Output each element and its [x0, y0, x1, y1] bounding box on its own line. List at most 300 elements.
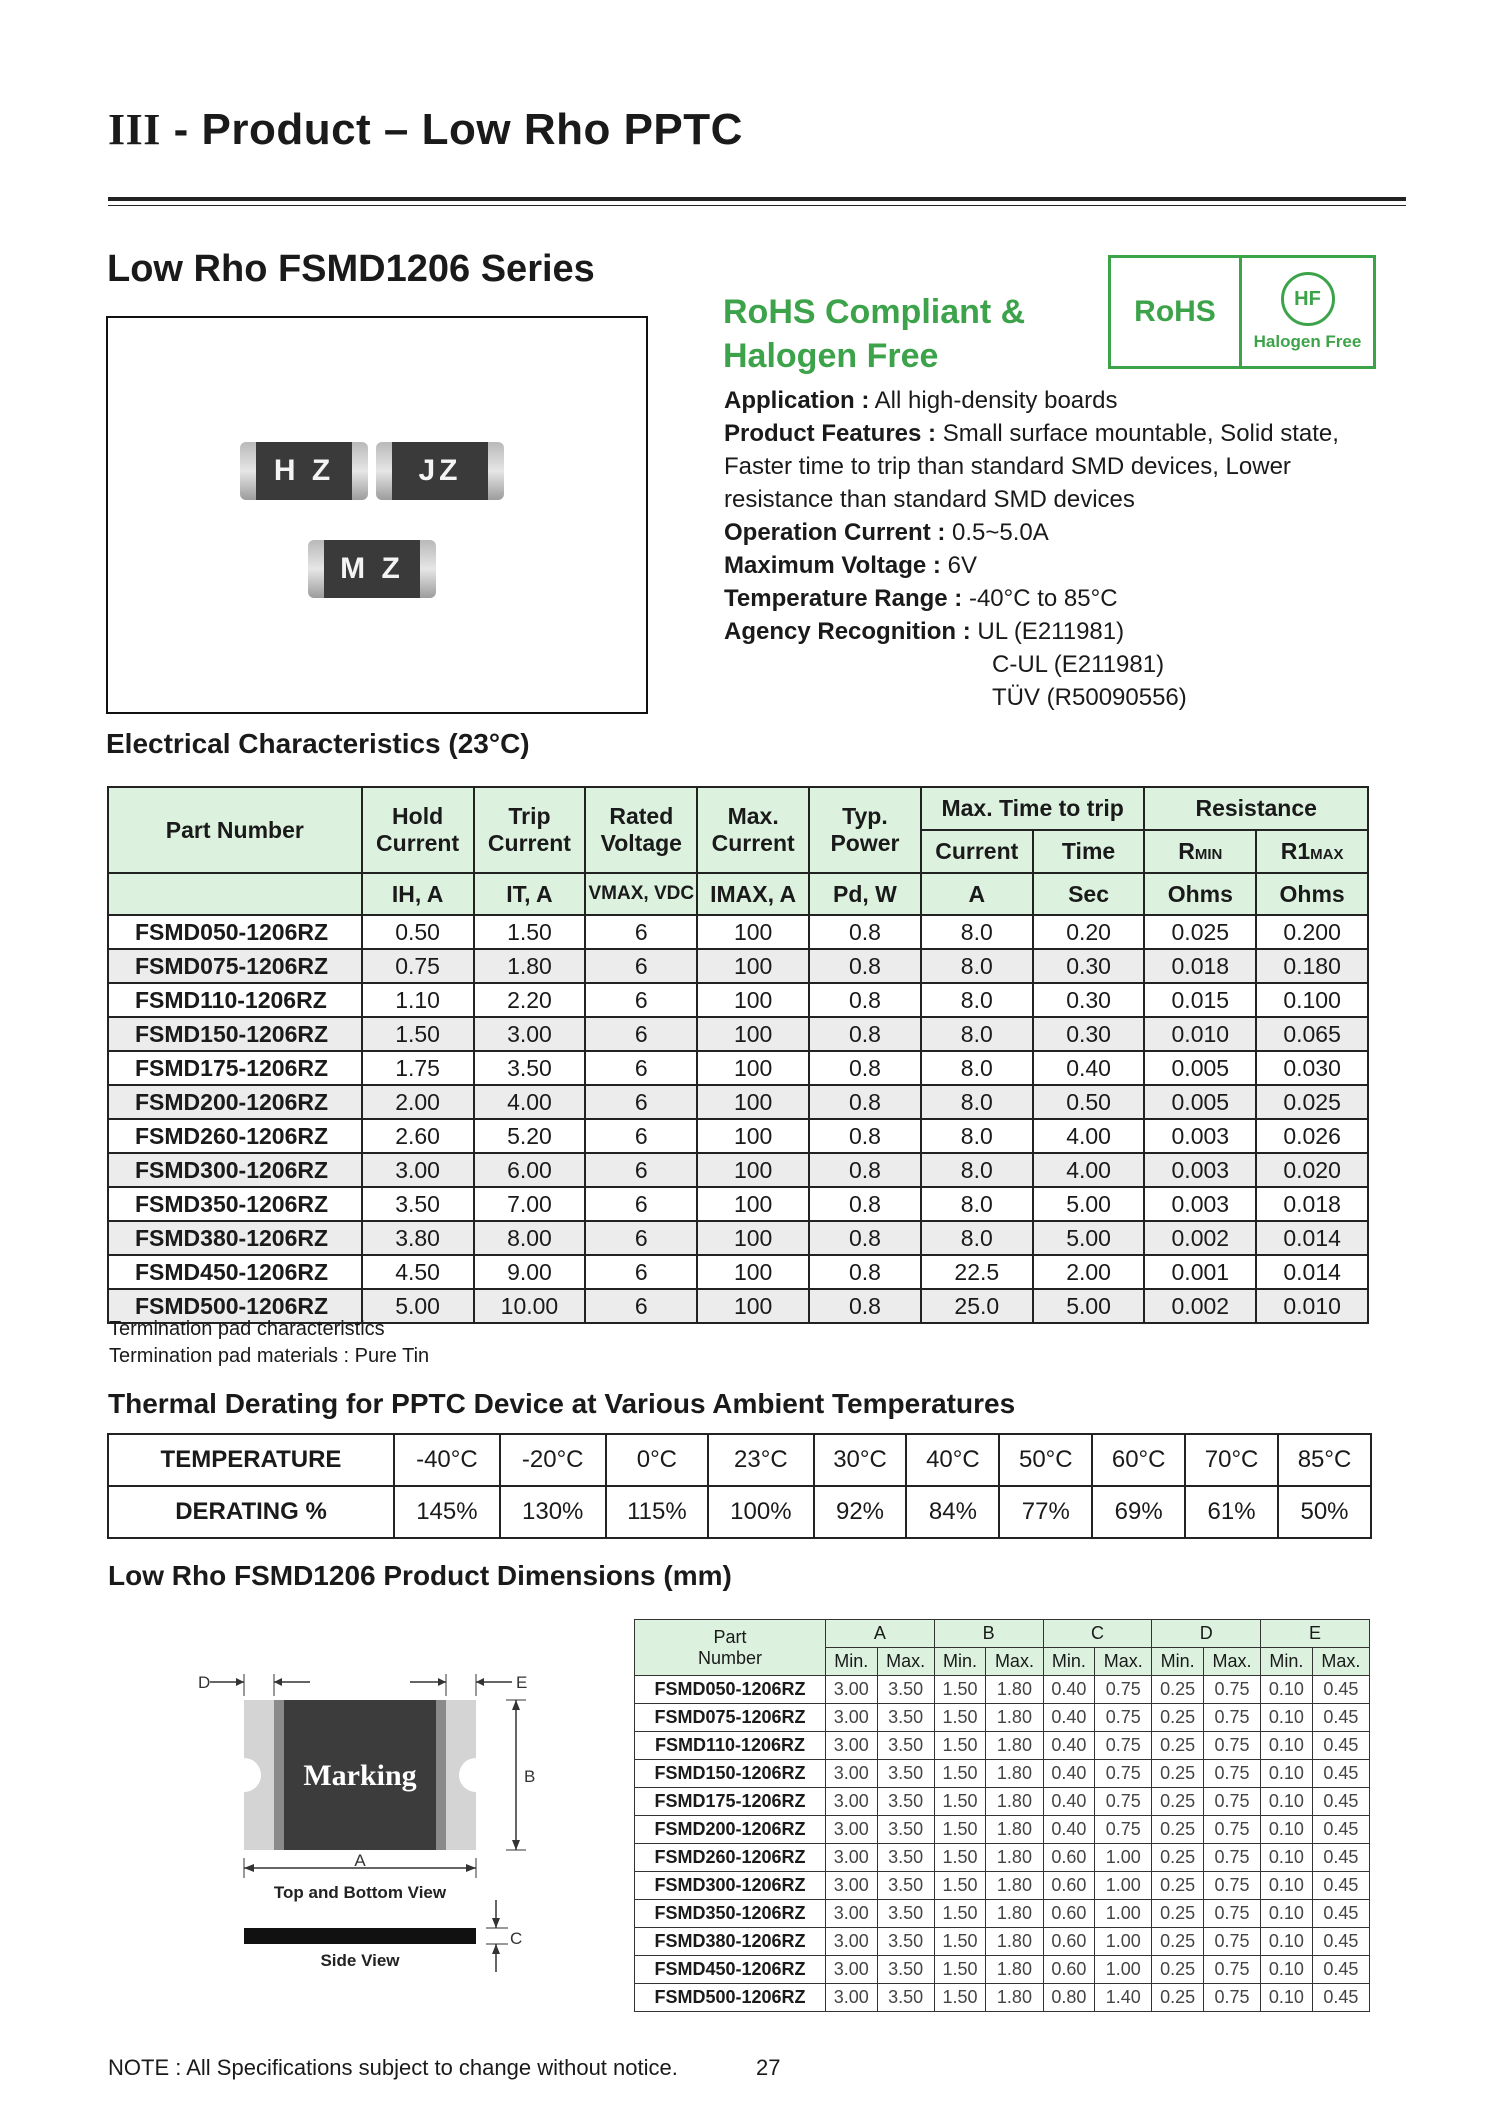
marking-label: Marking: [303, 1759, 417, 1792]
derating-cell: 92%: [814, 1486, 907, 1538]
table-row: [635, 1816, 1370, 1844]
table-cell: 0.75: [1203, 1676, 1260, 1704]
table-cell: 0.8: [809, 915, 921, 949]
table-cell: 1.50: [934, 1704, 986, 1732]
table-cell: 0.40: [1043, 1788, 1095, 1816]
table-cell: 0.25: [1152, 1788, 1204, 1816]
table-cell: 0.60: [1043, 1928, 1095, 1956]
table-row: [108, 1255, 1368, 1289]
features-value: Small surface mountable, Solid state, Faster time to trip than standard SMD devices, Lower resistance than standard SMD devices: [724, 420, 1339, 513]
dim-th-c: C: [1043, 1620, 1152, 1648]
table-cell: 1.50: [934, 1900, 986, 1928]
rmin-sub: MIN: [1194, 846, 1223, 863]
table-cell: 1.00: [1095, 1872, 1152, 1900]
table-cell: 3.00: [826, 1900, 878, 1928]
table-cell: 6: [585, 1187, 697, 1221]
table-cell: 1.50: [934, 1732, 986, 1760]
table-cell: 0.45: [1312, 1956, 1369, 1984]
table-cell: 1.80: [986, 1872, 1043, 1900]
table-cell: 0.200: [1256, 915, 1368, 949]
table-row: [108, 1085, 1368, 1119]
th-time-to-trip: Max. Time to trip: [921, 787, 1145, 830]
table-cell: 0.80: [1043, 1984, 1095, 2012]
table-cell: 6: [585, 1153, 697, 1187]
table-cell: 100: [697, 1017, 809, 1051]
table-cell: 0.10: [1261, 1844, 1313, 1872]
table-cell: 0.25: [1152, 1956, 1204, 1984]
termination-notes: [109, 1316, 429, 1370]
table-cell: 0.8: [809, 1017, 921, 1051]
part-number-cell: FSMD450-1206RZ: [635, 1956, 826, 1984]
part-number-cell: FSMD500-1206RZ: [635, 1984, 826, 2012]
label-b: B: [524, 1767, 536, 1786]
table-cell: 100: [697, 1187, 809, 1221]
part-number-cell: FSMD175-1206RZ: [635, 1788, 826, 1816]
table-cell: 0.40: [1043, 1704, 1095, 1732]
table-cell: 0.018: [1144, 949, 1256, 983]
table-cell: 3.50: [877, 1928, 934, 1956]
table-cell: 1.80: [986, 1732, 1043, 1760]
table-cell: 0.018: [1256, 1187, 1368, 1221]
table-cell: 6: [585, 1051, 697, 1085]
table-row: [635, 1788, 1370, 1816]
table-cell: 1.50: [934, 1760, 986, 1788]
table-cell: 6: [585, 915, 697, 949]
table-cell: 0.002: [1144, 1221, 1256, 1255]
series-title: Low Rho FSMD1206 Series: [107, 248, 595, 290]
table-cell: 0.003: [1144, 1187, 1256, 1221]
temperature-cell: -40°C: [394, 1434, 500, 1486]
part-number-cell: FSMD150-1206RZ: [108, 1017, 362, 1051]
part-number-cell: FSMD500-1206RZ: [108, 1289, 362, 1323]
derating-cell: 50%: [1278, 1486, 1371, 1538]
table-cell: 0.75: [1203, 1760, 1260, 1788]
electrical-title: Electrical Characteristics (23°C): [106, 728, 530, 759]
dim-th-max: Max.: [1095, 1648, 1152, 1676]
table-cell: 1.00: [1095, 1900, 1152, 1928]
table-cell: 0.30: [1033, 949, 1145, 983]
table-cell: 0.45: [1312, 1676, 1369, 1704]
table-cell: 0.75: [1203, 1732, 1260, 1760]
table-cell: 0.45: [1312, 1900, 1369, 1928]
th-unit-r1: Ohms: [1256, 873, 1368, 915]
table-cell: 3.50: [877, 1732, 934, 1760]
table-cell: 0.45: [1312, 1732, 1369, 1760]
temperature-cell: 70°C: [1185, 1434, 1278, 1486]
table-cell: 5.20: [474, 1119, 586, 1153]
part-number-cell: FSMD380-1206RZ: [635, 1928, 826, 1956]
table-cell: 0.45: [1312, 1816, 1369, 1844]
dim-th-min: Min.: [1152, 1648, 1204, 1676]
part-number-cell: FSMD075-1206RZ: [635, 1704, 826, 1732]
header-rule: [108, 197, 1406, 201]
header-rule-thin: [108, 205, 1406, 206]
table-cell: 100: [697, 1153, 809, 1187]
table-cell: 3.00: [826, 1816, 878, 1844]
derating-cell: 77%: [999, 1486, 1092, 1538]
table-cell: 1.80: [986, 1788, 1043, 1816]
part-number-cell: FSMD260-1206RZ: [108, 1119, 362, 1153]
table-cell: 0.20: [1033, 915, 1145, 949]
table-row: [635, 1676, 1370, 1704]
table-cell: 0.40: [1033, 1051, 1145, 1085]
table-row: [108, 1153, 1368, 1187]
table-cell: 2.00: [1033, 1255, 1145, 1289]
th-r1max: [1256, 830, 1368, 873]
table-cell: 0.60: [1043, 1844, 1095, 1872]
table-cell: 0.10: [1261, 1900, 1313, 1928]
table-cell: 0.25: [1152, 1732, 1204, 1760]
table-cell: 0.30: [1033, 983, 1145, 1017]
page-title: [108, 104, 743, 155]
table-cell: 1.50: [934, 1984, 986, 2012]
table-cell: 1.10: [362, 983, 474, 1017]
table-cell: 100: [697, 983, 809, 1017]
chip-jz: JZ: [390, 442, 490, 500]
table-cell: 1.80: [986, 1928, 1043, 1956]
r1max-sub: MAX: [1310, 846, 1344, 863]
section-title: - Product – Low Rho PPTC: [160, 105, 743, 154]
table-cell: 1.50: [934, 1956, 986, 1984]
table-cell: 0.003: [1144, 1119, 1256, 1153]
dim-th-max: Max.: [877, 1648, 934, 1676]
table-cell: 5.00: [362, 1289, 474, 1323]
agency-label: Agency Recognition :: [724, 618, 971, 645]
th-unit-max: IMAX, A: [697, 873, 809, 915]
table-cell: 0.60: [1043, 1872, 1095, 1900]
table-cell: 1.80: [986, 1676, 1043, 1704]
table-cell: 3.80: [362, 1221, 474, 1255]
agency-value-tuv: TÜV (R50090556): [992, 684, 1187, 711]
table-cell: 0.10: [1261, 1956, 1313, 1984]
table-cell: 1.80: [986, 1984, 1043, 2012]
table-cell: 3.00: [826, 1732, 878, 1760]
table-cell: 0.75: [1203, 1956, 1260, 1984]
table-cell: 0.60: [1043, 1956, 1095, 1984]
table-cell: 1.80: [986, 1704, 1043, 1732]
chip-hz: H Z: [254, 442, 354, 500]
table-cell: 3.00: [474, 1017, 586, 1051]
label-a: A: [354, 1851, 366, 1870]
dim-th-b: B: [934, 1620, 1043, 1648]
table-cell: 6: [585, 1085, 697, 1119]
table-cell: 0.003: [1144, 1153, 1256, 1187]
table-cell: 6: [585, 1289, 697, 1323]
temperature-cell: 23°C: [708, 1434, 813, 1486]
table-cell: 3.50: [474, 1051, 586, 1085]
table-cell: 1.80: [474, 949, 586, 983]
table-row: [635, 1704, 1370, 1732]
table-cell: 4.00: [1033, 1153, 1145, 1187]
temperature-cell: 85°C: [1278, 1434, 1371, 1486]
dim-th-min: Min.: [1261, 1648, 1313, 1676]
th-unit-trip: IT, A: [474, 873, 586, 915]
table-row: [108, 1017, 1368, 1051]
part-number-cell: FSMD260-1206RZ: [635, 1844, 826, 1872]
table-cell: 3.50: [877, 1816, 934, 1844]
table-cell: 1.80: [986, 1816, 1043, 1844]
temperature-cell: 0°C: [606, 1434, 709, 1486]
table-cell: 0.10: [1261, 1760, 1313, 1788]
thermal-table: [107, 1433, 1372, 1539]
table-cell: 0.005: [1144, 1051, 1256, 1085]
table-cell: 1.40: [1095, 1984, 1152, 2012]
side-view-label: Side View: [320, 1951, 400, 1970]
dim-th-part: Part Number: [635, 1620, 826, 1676]
dimensions-table: [634, 1619, 1370, 2012]
table-cell: 1.50: [474, 915, 586, 949]
table-cell: 0.30: [1033, 1017, 1145, 1051]
table-cell: 0.25: [1152, 1676, 1204, 1704]
table-cell: 3.50: [877, 1788, 934, 1816]
features-label: Product Features :: [724, 420, 937, 447]
product-specs: [724, 384, 1404, 714]
table-cell: 6.00: [474, 1153, 586, 1187]
dim-th-min: Min.: [826, 1648, 878, 1676]
table-cell: 0.25: [1152, 1844, 1204, 1872]
table-cell: 0.75: [1095, 1704, 1152, 1732]
table-cell: 1.50: [934, 1844, 986, 1872]
table-cell: 0.45: [1312, 1844, 1369, 1872]
dimension-diagram: [190, 1660, 590, 2000]
table-row: [635, 1872, 1370, 1900]
product-photo: [106, 316, 648, 714]
table-cell: 0.75: [1095, 1816, 1152, 1844]
table-cell: 3.50: [877, 1872, 934, 1900]
table-cell: 3.00: [826, 1956, 878, 1984]
table-cell: 1.00: [1095, 1844, 1152, 1872]
part-number-cell: FSMD110-1206RZ: [108, 983, 362, 1017]
label-c: C: [510, 1929, 523, 1948]
table-cell: 3.50: [362, 1187, 474, 1221]
table-cell: 0.8: [809, 1187, 921, 1221]
dim-th-a: A: [826, 1620, 935, 1648]
table-cell: 8.0: [921, 949, 1033, 983]
table-cell: 0.50: [1033, 1085, 1145, 1119]
th-unit-rmin: Ohms: [1144, 873, 1256, 915]
table-cell: 1.00: [1095, 1956, 1152, 1984]
table-cell: 0.75: [1203, 1788, 1260, 1816]
table-cell: 0.45: [1312, 1704, 1369, 1732]
table-cell: 3.50: [877, 1844, 934, 1872]
table-cell: 0.75: [1203, 1844, 1260, 1872]
temperature-cell: 50°C: [999, 1434, 1092, 1486]
temp-range-label: Temperature Range :: [724, 585, 963, 612]
th-part-number: Part Number: [108, 787, 362, 873]
table-cell: 0.50: [362, 915, 474, 949]
dim-th-max: Max.: [1203, 1648, 1260, 1676]
table-cell: 100: [697, 1221, 809, 1255]
temperature-cell: 40°C: [906, 1434, 999, 1486]
table-cell: 0.75: [362, 949, 474, 983]
termination-line-2: Termination pad materials : Pure Tin: [109, 1345, 430, 1367]
table-cell: 0.75: [1095, 1676, 1152, 1704]
halogen-free-badge: [1242, 258, 1373, 366]
th-rmin: [1144, 830, 1256, 873]
table-cell: 6: [585, 1017, 697, 1051]
table-cell: 0.10: [1261, 1872, 1313, 1900]
part-number-cell: FSMD050-1206RZ: [635, 1676, 826, 1704]
top-view-label: Top and Bottom View: [273, 1883, 447, 1902]
table-cell: 4.00: [474, 1085, 586, 1119]
table-cell: 6: [585, 1119, 697, 1153]
table-cell: 0.014: [1256, 1221, 1368, 1255]
table-cell: 0.10: [1261, 1676, 1313, 1704]
table-cell: 0.030: [1256, 1051, 1368, 1085]
page-number: 27: [756, 2055, 781, 2080]
table-cell: 0.8: [809, 1051, 921, 1085]
table-row: [635, 1732, 1370, 1760]
label-d: D: [198, 1673, 211, 1692]
dim-th-d: D: [1152, 1620, 1261, 1648]
table-cell: 0.25: [1152, 1760, 1204, 1788]
table-cell: 0.75: [1095, 1760, 1152, 1788]
dim-th-max: Max.: [1312, 1648, 1369, 1676]
table-cell: 25.0: [921, 1289, 1033, 1323]
table-cell: 6: [585, 1255, 697, 1289]
table-cell: 0.8: [809, 1289, 921, 1323]
th-ttt-time: Time: [1033, 830, 1145, 873]
table-cell: 9.00: [474, 1255, 586, 1289]
table-cell: 0.25: [1152, 1872, 1204, 1900]
table-cell: 0.180: [1256, 949, 1368, 983]
table-cell: 3.00: [826, 1788, 878, 1816]
table-row: [635, 1956, 1370, 1984]
table-cell: 0.015: [1144, 983, 1256, 1017]
application-value: All high-density boards: [869, 387, 1118, 414]
max-voltage-value: 6V: [940, 552, 977, 579]
table-cell: 0.10: [1261, 1732, 1313, 1760]
table-cell: 0.75: [1203, 1704, 1260, 1732]
table-cell: 0.75: [1095, 1732, 1152, 1760]
table-cell: 0.45: [1312, 1788, 1369, 1816]
th-rated-voltage: Rated Voltage: [585, 787, 697, 873]
table-cell: 1.50: [934, 1816, 986, 1844]
table-cell: 6: [585, 949, 697, 983]
table-cell: 1.75: [362, 1051, 474, 1085]
table-row: [635, 1760, 1370, 1788]
table-cell: 1.80: [986, 1900, 1043, 1928]
part-number-cell: FSMD300-1206RZ: [108, 1153, 362, 1187]
table-cell: 1.50: [934, 1872, 986, 1900]
table-cell: 4.50: [362, 1255, 474, 1289]
table-cell: 0.75: [1095, 1788, 1152, 1816]
table-cell: 0.25: [1152, 1704, 1204, 1732]
table-cell: 0.40: [1043, 1732, 1095, 1760]
derating-cell: 61%: [1185, 1486, 1278, 1538]
table-cell: 3.50: [877, 1760, 934, 1788]
rmin-symbol: R: [1178, 838, 1195, 864]
table-cell: 4.00: [1033, 1119, 1145, 1153]
table-cell: 6: [585, 983, 697, 1017]
table-cell: 8.0: [921, 1017, 1033, 1051]
table-cell: 3.50: [877, 1704, 934, 1732]
part-number-cell: FSMD300-1206RZ: [635, 1872, 826, 1900]
table-cell: 0.8: [809, 949, 921, 983]
table-cell: 0.45: [1312, 1760, 1369, 1788]
thermal-title: Thermal Derating for PPTC Device at Various Ambient Temperatures: [108, 1388, 1016, 1419]
derating-cell: 84%: [906, 1486, 999, 1538]
table-cell: 3.00: [826, 1928, 878, 1956]
table-cell: 0.001: [1144, 1255, 1256, 1289]
temperature-cell: -20°C: [500, 1434, 606, 1486]
compliance-line-2: Halogen Free: [723, 337, 939, 375]
table-cell: 0.8: [809, 1221, 921, 1255]
table-cell: 0.60: [1043, 1900, 1095, 1928]
table-cell: 0.45: [1312, 1984, 1369, 2012]
table-cell: 0.010: [1256, 1289, 1368, 1323]
dimensions-title-text: Low Rho FSMD1206 Product Dimensions (mm): [108, 1560, 732, 1591]
table-cell: 5.00: [1033, 1289, 1145, 1323]
dim-th-max: Max.: [986, 1648, 1043, 1676]
th-unit-time: Sec: [1033, 873, 1145, 915]
side-view-bar: [244, 1928, 476, 1944]
part-number-cell: FSMD350-1206RZ: [635, 1900, 826, 1928]
table-cell: 100: [697, 1289, 809, 1323]
agency-value-cul: C-UL (E211981): [992, 651, 1165, 678]
table-cell: 100: [697, 1255, 809, 1289]
table-cell: 3.00: [826, 1676, 878, 1704]
label-e: E: [516, 1673, 528, 1692]
table-cell: 0.8: [809, 1255, 921, 1289]
table-cell: 8.0: [921, 1085, 1033, 1119]
th-typ-power: Typ. Power: [809, 787, 921, 873]
table-cell: 8.0: [921, 1051, 1033, 1085]
table-cell: 5.00: [1033, 1221, 1145, 1255]
table-cell: 0.005: [1144, 1085, 1256, 1119]
application-label: Application :: [724, 387, 870, 414]
table-cell: 8.0: [921, 1187, 1033, 1221]
hf-icon: HF: [1281, 272, 1335, 326]
part-number-cell: FSMD350-1206RZ: [108, 1187, 362, 1221]
table-cell: 0.25: [1152, 1928, 1204, 1956]
table-cell: 0.10: [1261, 1788, 1313, 1816]
derating-cell: 130%: [500, 1486, 606, 1538]
part-number-cell: FSMD110-1206RZ: [635, 1732, 826, 1760]
table-cell: 1.80: [986, 1956, 1043, 1984]
table-cell: 22.5: [921, 1255, 1033, 1289]
th-unit-typ: Pd, W: [809, 873, 921, 915]
table-row: [108, 1051, 1368, 1085]
table-cell: 8.0: [921, 915, 1033, 949]
table-cell: 1.50: [934, 1676, 986, 1704]
table-row: [108, 1221, 1368, 1255]
table-cell: 100: [697, 1119, 809, 1153]
temperature-cell: 30°C: [814, 1434, 907, 1486]
table-cell: 3.00: [826, 1984, 878, 2012]
table-cell: 8.00: [474, 1221, 586, 1255]
temperature-label: TEMPERATURE: [108, 1434, 394, 1486]
table-row: [635, 1900, 1370, 1928]
table-cell: 0.026: [1256, 1119, 1368, 1153]
table-row: [635, 1984, 1370, 2012]
table-cell: 2.00: [362, 1085, 474, 1119]
th-ttt-current: Current: [921, 830, 1033, 873]
th-resistance: Resistance: [1144, 787, 1368, 830]
part-number-cell: FSMD175-1206RZ: [108, 1051, 362, 1085]
table-cell: 3.50: [877, 1984, 934, 2012]
table-cell: 100: [697, 949, 809, 983]
table-cell: 7.00: [474, 1187, 586, 1221]
section-numeral: III: [108, 105, 161, 154]
rohs-hf-badge: [1108, 255, 1376, 369]
th-unit-hold: IH, A: [362, 873, 474, 915]
table-cell: 100: [697, 1051, 809, 1085]
table-cell: 0.25: [1152, 1816, 1204, 1844]
th-hold-current: Hold Current: [362, 787, 474, 873]
table-cell: 0.025: [1144, 915, 1256, 949]
compliance-text: [723, 290, 1025, 378]
